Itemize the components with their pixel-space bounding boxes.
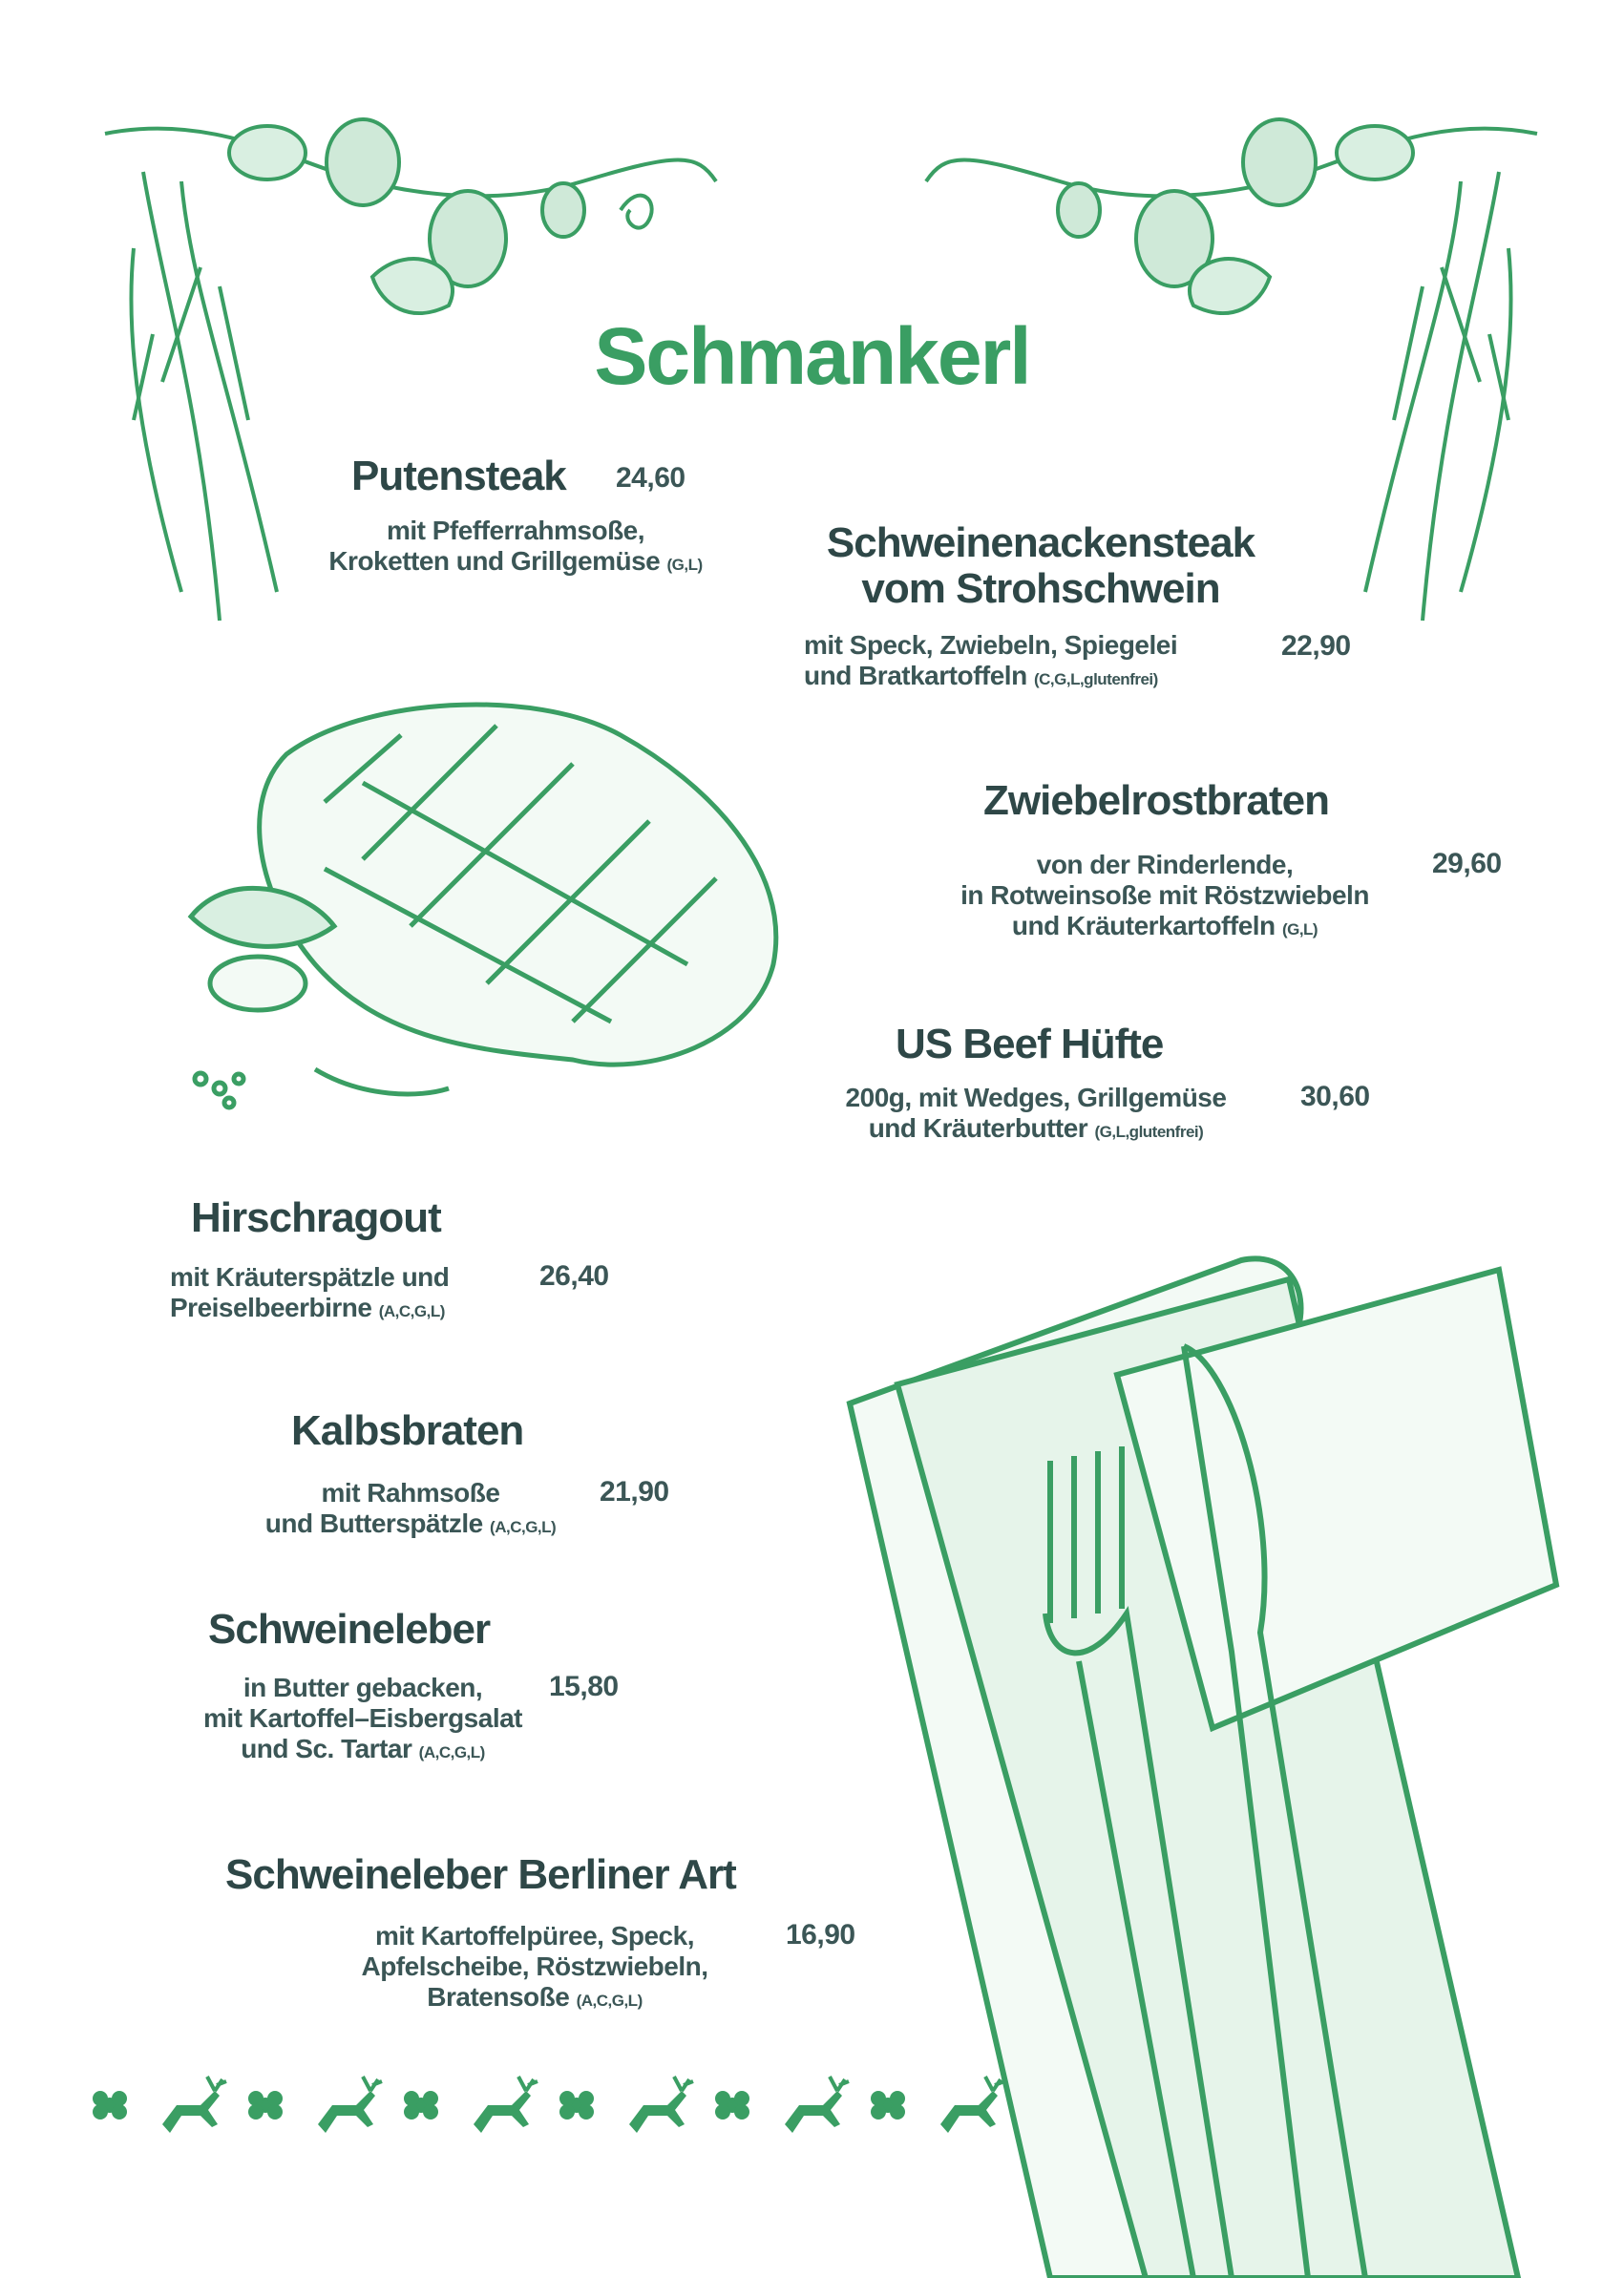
desc-line: und Sc. Tartar	[241, 1734, 412, 1763]
desc-line: und Kräuterbutter	[868, 1113, 1088, 1143]
desc-line: Apfelscheibe, Röstzwiebeln,	[361, 1951, 708, 1981]
desc-line: mit Speck, Zwiebeln, Spiegelei	[804, 630, 1178, 660]
dish-price-zwiebelrostbraten: 29,60	[1432, 848, 1502, 879]
desc-line: mit Kartoffel–Eisbergsalat	[203, 1703, 522, 1733]
allergens: (A,C,G,L)	[576, 1992, 643, 2010]
desc-line: und Bratkartoffeln	[804, 661, 1027, 690]
allergens: (C,G,L,glutenfrei)	[1033, 670, 1158, 688]
desc-line: mit Rahmsoße	[321, 1478, 500, 1508]
dish-name-putensteak: Putensteak	[351, 453, 566, 499]
dish-name-us-beef-huefte: US Beef Hüfte	[896, 1021, 1164, 1067]
deer-flower-border-icon	[91, 2072, 1007, 2148]
dish-name-line: Schweinenackensteak	[826, 519, 1255, 566]
desc-line: mit Kräuterspätzle und	[170, 1262, 450, 1292]
allergens: (G,L)	[666, 556, 703, 574]
allergens: (G,L,glutenfrei)	[1094, 1123, 1204, 1141]
dish-price-kalbsbraten: 21,90	[600, 1476, 669, 1508]
desc-line: in Rotweinsoße mit Röstzwiebeln	[960, 880, 1369, 910]
dish-price-us-beef-huefte: 30,60	[1300, 1081, 1370, 1112]
allergens: (A,C,G,L)	[418, 1743, 485, 1761]
desc-line: Bratensoße	[427, 1982, 570, 2012]
dish-price-schweineleber-berliner-art: 16,90	[786, 1919, 855, 1951]
dish-name-schweinenackensteak	[792, 520, 1289, 613]
dish-description-schweineleber-berliner-art	[325, 1921, 745, 2016]
dish-description-schweineleber	[153, 1673, 573, 1768]
desc-line: und Butterspätzle	[264, 1508, 483, 1538]
dish-description-schweinenackensteak	[804, 630, 1177, 695]
dish-name-hirschragout: Hirschragout	[191, 1194, 441, 1241]
allergens: (A,C,G,L)	[490, 1518, 557, 1536]
page-title: Schmankerl	[594, 311, 1030, 401]
dish-price-schweinenackensteak: 22,90	[1281, 630, 1351, 662]
dish-name-line: vom Strohschwein	[861, 565, 1220, 613]
desc-line: mit Kartoffelpüree, Speck,	[375, 1921, 694, 1951]
desc-line: mit Pfefferrahmsoße,	[386, 516, 645, 545]
allergens: (G,L)	[1281, 920, 1318, 939]
steak-illustration-icon	[172, 678, 802, 1136]
dish-description-us-beef-huefte	[816, 1083, 1255, 1148]
dish-price-hirschragout: 26,40	[539, 1260, 609, 1292]
dish-name-schweineleber: Schweineleber	[208, 1606, 491, 1653]
dish-name-kalbsbraten: Kalbsbraten	[291, 1407, 524, 1454]
desc-line: 200g, mit Wedges, Grillgemüse	[845, 1083, 1227, 1112]
desc-line: und Kräuterkartoffeln	[1011, 911, 1276, 940]
desc-line: in Butter gebacken,	[243, 1673, 483, 1702]
desc-line: Kroketten und Grillgemüse	[328, 546, 661, 576]
dish-description-putensteak	[286, 516, 745, 580]
dish-price-putensteak: 24,60	[616, 462, 685, 494]
dish-description-zwiebelrostbraten	[917, 850, 1413, 945]
dish-description-hirschragout	[170, 1262, 449, 1327]
desc-line: Preiselbeerbirne	[170, 1293, 372, 1322]
dish-name-schweineleber-berliner-art: Schweineleber Berliner Art	[225, 1851, 736, 1898]
allergens: (A,C,G,L)	[378, 1302, 445, 1320]
dish-price-schweineleber: 15,80	[549, 1671, 619, 1702]
dish-description-kalbsbraten	[220, 1478, 601, 1543]
dish-name-zwiebelrostbraten: Zwiebelrostbraten	[983, 777, 1329, 824]
desc-line: von der Rinderlende,	[1036, 850, 1294, 879]
